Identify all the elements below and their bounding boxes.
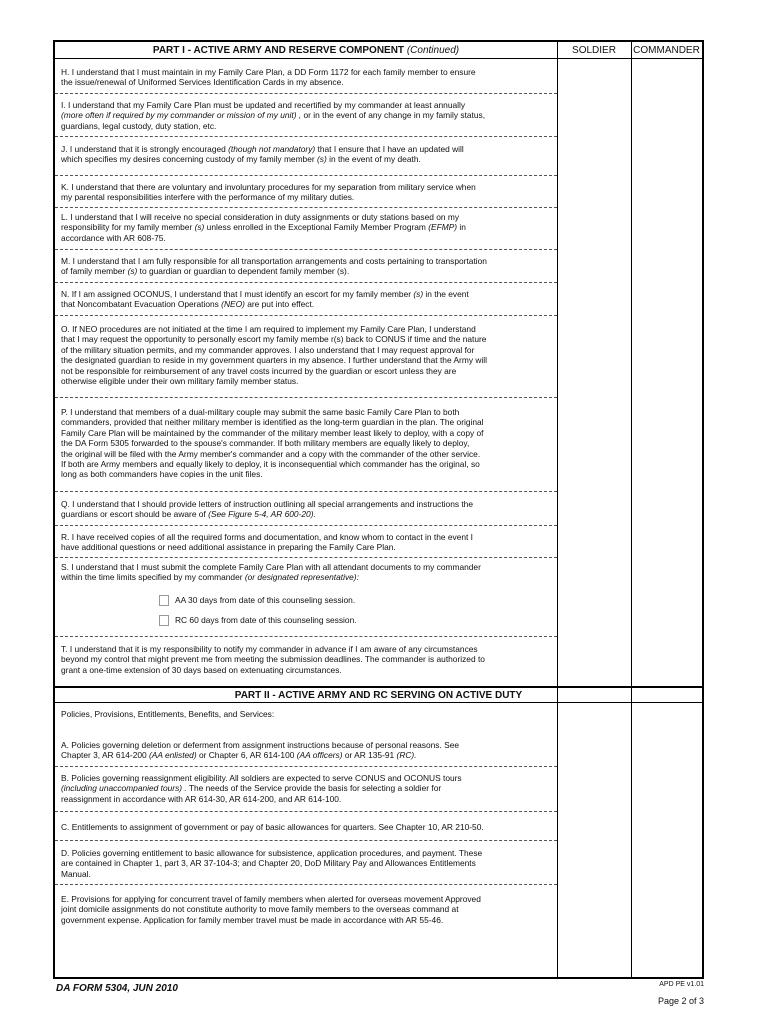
part2-item-a [55, 740, 557, 761]
item-o-line-6: otherwise eligible under their own military family member status. [61, 376, 299, 387]
soldier-column-divider [557, 42, 558, 977]
page-number: Page 2 of 3 [657, 996, 704, 1006]
part2-d-line-2: are contained in Chapter 1, part 3, AR 37-104-3; and Chapter 20, DoD Military Pay and Allowances Entitlements [61, 858, 476, 869]
item-o-line-3: of the military situation permits, and my commander approves. I also understand that I may request approval for [61, 344, 475, 355]
part2-b-line-1: B. Policies governing reassignment eligibility. All soldiers are expected to serve CONUS and OCONUS tours [61, 773, 462, 783]
item-k [55, 175, 557, 203]
aa-checkbox[interactable] [159, 595, 169, 606]
item-s [55, 557, 557, 583]
item-m [55, 249, 557, 277]
item-o-line-1: O. If NEO procedures are not initiated at the time I am required to implement my Family Care Plan, I understand [61, 324, 476, 334]
part2-a-italic-2: (AA officers) [296, 750, 343, 761]
item-p-line-3: Family Care Plan will be maintained by the commander of the military member least likely to deploy, with a copy of [61, 427, 484, 438]
item-q-line-1: Q. I understand that I should provide letters of instruction outlining all special arrangements and instructions the [61, 499, 474, 509]
item-n-italic-1: (s) [413, 289, 424, 299]
part2-e-line-3: government expense. Application for family member travel must be made in accordance with AR 55-46. [61, 914, 444, 925]
item-q-text: guardians or escort should be aware of [61, 509, 209, 520]
item-n-text-3: that Noncombatant Evacuation Operations [61, 299, 222, 310]
item-p-line-5: the original will be filed with the Army member's commander and a copy with the commander of the other service. [61, 448, 481, 459]
item-l-text-3: in [457, 222, 466, 233]
item-n-italic-2: (NEO) [221, 299, 245, 310]
item-s-italic: (or designated representative): [244, 572, 359, 583]
item-p-line-1: P. I understand that members of a dual-military couple may submit the same basic Family Care Plan to both [61, 407, 460, 417]
item-l-text-2: unless enrolled in the Exceptional Family Member Program [204, 222, 429, 233]
form-number: DA FORM 5304, JUN 2010 [56, 983, 178, 994]
item-t [55, 636, 557, 675]
form-page [53, 40, 704, 979]
part2-a-italic-1: (AA enlisted) [149, 750, 197, 761]
commander-header: COMMANDER [631, 42, 702, 59]
part2-header: PART II - ACTIVE ARMY AND RC SERVING ON ACTIVE DUTY [55, 686, 702, 703]
item-r [55, 525, 557, 553]
item-l-line-3: accordance with AR 608-75. [61, 232, 166, 243]
part2-b-text: The needs of the Service provide the basis for selecting a soldier for [186, 783, 442, 794]
item-i-line-2: or in the event of any change in my family status, [301, 110, 486, 121]
commander-column-divider [631, 42, 632, 977]
rc-label: RC 60 days from date of this counseling session. [175, 615, 357, 625]
item-n [55, 282, 557, 310]
item-n-text-4: are put into effect. [244, 299, 315, 310]
aa-label: AA 30 days from date of this counseling session. [175, 595, 356, 605]
item-m-italic: (s) [127, 266, 138, 277]
item-i [55, 93, 557, 131]
part2-b-line-3: reassignment in accordance with AR 614-30, AR 614-200, and AR 614-100. [61, 793, 342, 804]
item-p-line-7: long as both commanders have copies in the unit files. [61, 469, 263, 480]
part2-item-d [55, 840, 557, 879]
form-version: APD PE v1.01 [659, 981, 704, 988]
part2-intro [55, 709, 557, 719]
item-l [55, 207, 557, 243]
item-i-italic: (more often if required by my commander or mission of my unit) , [61, 110, 302, 121]
item-j-text-2: that I ensure that I have an updated will [315, 144, 464, 154]
item-s-text: within the time limits specified by my commander [61, 572, 245, 583]
rc-checkbox[interactable] [159, 615, 169, 626]
item-j-text-4: in the event of my death. [326, 154, 421, 165]
part2-e-line-2: joint domicile assignments do not constitute authority to move family members to the overseas command at [61, 904, 459, 915]
item-n-text-2: in the event [423, 289, 469, 299]
item-q [55, 491, 557, 520]
item-j-text-1: J. I understand that it is strongly encouraged [61, 144, 229, 154]
item-o-line-5: not be responsible for reimbursement of any travel costs incurred by the guardian or escort unless they are [61, 365, 457, 376]
item-s-line-1: S. I understand that I must submit the complete Family Care Plan with all attendant documents to my commander [61, 562, 481, 572]
item-m-text-2: to guardian or guardian to dependent family member (s). [137, 266, 350, 277]
item-o [55, 315, 557, 386]
item-j [55, 136, 557, 165]
part2-item-e [55, 884, 557, 925]
part2-d-line-1: D. Policies governing entitlement to basic allowance for subsistence, application procedures, and payment. These [61, 848, 483, 858]
item-r-line-1: R. I have received copies of all the required forms and documentation, and know whom to contact in the event I [61, 532, 474, 542]
part2-d-line-3: Manual. [61, 868, 91, 879]
part2-e-line-1: E. Provisions for applying for concurrent travel of family members when alerted for overseas movement Approved [61, 894, 481, 904]
item-l-line-1: L. I understand that I will receive no special consideration in duty assignments or duty stations based on my [61, 212, 460, 222]
part2-a-line-1: A. Policies governing deletion or deferment from assignment instructions because of personal reasons. See [61, 740, 460, 750]
part2-b-italic: (including unaccompanied tours) . [61, 783, 187, 794]
item-m-line-1: M. I understand that I am fully responsible for all transportation arrangements and costs pertaining to transportation [61, 256, 487, 266]
item-l-italic-1: (s) [194, 222, 205, 233]
item-p-line-4: the DA Form 5305 forwarded to the spouse's commander. If both military members are equally likely to deploy, [61, 438, 470, 449]
part2-c-line: C. Entitlements to assignment of government or pay of basic allowances for quarters. See Chapter 10, AR 210-50. [61, 822, 484, 832]
item-h-line-2: the issue/renewal of Uniformed Services Identification Cards in my absence. [61, 77, 344, 88]
item-p [55, 397, 557, 480]
part2-a-italic-3: (RC). [396, 750, 417, 761]
item-j-italic-1: (though not mandatory) [228, 144, 316, 154]
item-r-line-2: have additional questions or need additional assistance in preparing the Family Care Plan. [61, 542, 396, 553]
item-h [55, 67, 557, 88]
item-q-italic: (See Figure 5-4, AR 600-20). [208, 509, 316, 520]
item-p-line-6: If both are Army members and equally likely to deploy, it is inconsequential which commander has the original, so [61, 459, 480, 470]
item-i-line-3: guardians, legal custody, duty station, etc. [61, 120, 217, 131]
part2-a-text-2: or Chapter 6, AR 614-100 [196, 750, 297, 761]
item-t-line-1: T. I understand that it is my responsibility to notify my commander in advance if I am aware of any circumstances [61, 644, 478, 654]
item-t-line-3: grant a one-time extension of 30 days based on extenuating circumstances. [61, 664, 342, 675]
part2-a-text-3: or AR 135-91 [342, 750, 397, 761]
item-t-line-2: beyond my control that might prevent me from meeting the submission deadlines. The commander is authorized to [61, 654, 485, 665]
part2-item-c [55, 811, 557, 832]
item-l-text-1: responsibility for my family member [61, 222, 195, 233]
item-o-line-2: that I may request the opportunity to personally escort my family membe r(s) back to CONUS if time and the nature [61, 334, 487, 345]
part1-continued: (Continued) [406, 45, 460, 56]
item-k-line-2: my parental responsibilities interfere with the performance of my military duties. [61, 192, 355, 203]
item-j-italic-2: (s) [317, 154, 327, 165]
item-k-line-1: K. I understand that there are voluntary and involuntary procedures for my separation from military service when [61, 182, 476, 192]
part2-item-b [55, 766, 557, 804]
item-h-line-1: H. I understand that I must maintain in my Family Care Plan, a DD Form 1172 for each family member to ensure [61, 67, 476, 77]
item-p-line-2: commanders, provided that neither military member is identified as the long-term guardian in the plan. The original [61, 417, 484, 428]
item-m-text-1: of family member [61, 266, 128, 277]
item-i-line-1: I. I understand that my Family Care Plan must be updated and recertified by my commander at least annually [61, 100, 466, 110]
part2-intro-text: Policies, Provisions, Entitlements, Benefits, and Services: [61, 709, 275, 719]
item-j-text-3: which specifies my desires concerning custody of my family member [61, 154, 317, 165]
part2-a-text-1: Chapter 3, AR 614-200 [61, 750, 149, 761]
item-n-text-1: N. If I am assigned OCONUS, I understand that I must identify an escort for my family member [61, 289, 414, 299]
part1-title: PART I - ACTIVE ARMY AND RESERVE COMPONENT [152, 45, 405, 56]
item-l-italic-2: (EFMP) [428, 222, 458, 233]
item-o-line-4: the designated guardian to reside in my government quarters in my absence. I further understand that the Army will [61, 355, 487, 366]
soldier-header: SOLDIER [557, 42, 631, 59]
part1-header [55, 42, 557, 59]
